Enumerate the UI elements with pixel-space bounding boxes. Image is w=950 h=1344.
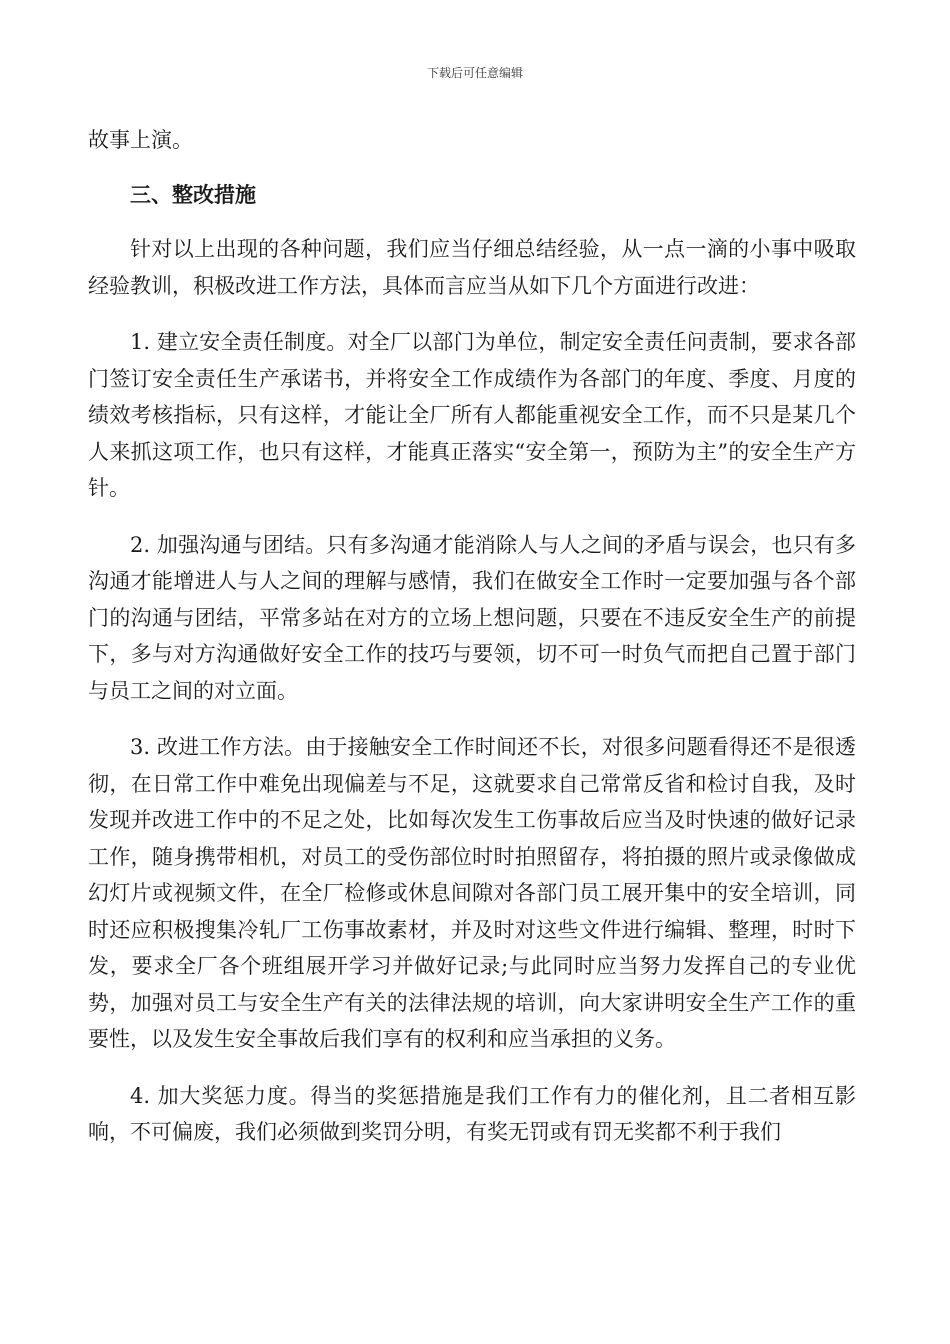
measure-paragraph-4: 4. 加大奖惩力度。得当的奖惩措施是我们工作有力的催化剂，且二者相互影响，不可偏废，我们必须做到奖罚分明，有奖无罚或有罚无奖都不利于我们 <box>88 1083 856 1144</box>
page-header-note: 下载后可任意编辑 <box>426 66 523 80</box>
spacer <box>88 709 856 729</box>
measure-paragraph-1: 1. 建立安全责任制度。对全厂以部门为单位，制定安全责任问责制，要求各部门签订安全责任生产承诺书，并将安全工作成绩作为各部门的年度、季度、月度的绩效考核指标，只有这样，才能让全厂所有人都能重视安全工作，而不只是某几个人来抓这项工作，也只有这样，才能真正落实“安全第一，预防为主”的安全生产方针。 <box>88 330 856 500</box>
carryover-paragraph: 故事上演。 <box>88 128 193 152</box>
intro-paragraph: 针对以上出现的各种问题，我们应当仔细总结经验，从一点一滴的小事中吸取经验教训，积极改进工作方法，具体而言应当从如下几个方面进行改进： <box>88 237 856 298</box>
document-body <box>88 122 856 1151</box>
spacer <box>88 1058 856 1078</box>
section-title: 三、整改措施 <box>130 182 256 207</box>
spacer <box>88 159 856 177</box>
measure-paragraph-2: 2. 加强沟通与团结。只有多沟通才能消除人与人之间的矛盾与误会，也只有多沟通才能增进人与人之间的理解与感情，我们在做安全工作时一定要加强与各个部门的沟通与团结，平常多站在对方的立场上想问题，只要在不违反安全生产的前提下，多与对方沟通做好安全工作的技巧与要领，切不可一时负气而把自己置于部门与员工之间的对立面。 <box>88 532 856 703</box>
spacer <box>88 304 856 324</box>
spacer <box>88 507 856 527</box>
measure-paragraph-3: 3. 改进工作方法。由于接触安全工作时间还不长，对很多问题看得还不是很透彻，在日常工作中难免出现偏差与不足，这就要求自己常常反省和检讨自我，及时发现并改进工作中的不足之处，比如每次发生工伤事故后应当及时快速的做好记录工作，随身携带相机，对员工的受伤部位时时拍照留存，将拍摄的照片或录像做成幻灯片或视频文件，在全厂检修或休息间隙对各部门员工展开集中的安全培训，同时还应积极搜集冷轧厂工伤事故素材，并及时对这些文件进行编辑、整理，时时下发，要求全厂各个班组展开学习并做好记录;与此同时应当努力发挥自己的专业优势，加强对员工与安全生产有关的法律法规的培训，向大家讲明安全生产工作的重要性，以及发生安全事故后我们享有的权利和应当承担的义务。 <box>88 735 856 1051</box>
spacer <box>88 213 856 231</box>
